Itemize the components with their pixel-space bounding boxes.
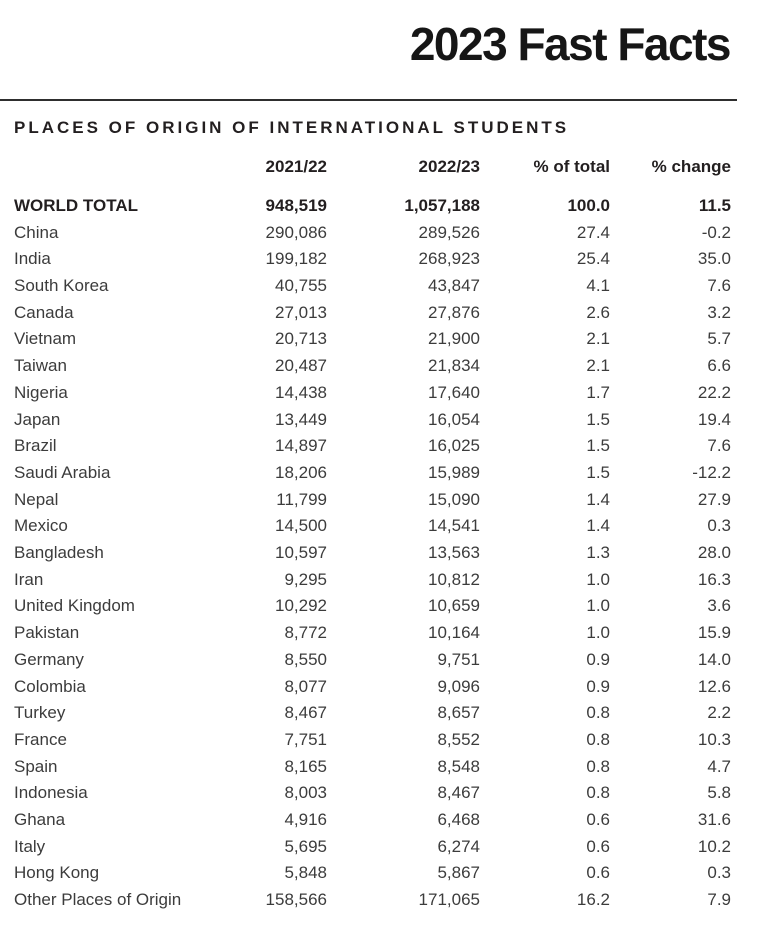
place-name: Pakistan xyxy=(14,623,80,643)
value-cell: 0.8 xyxy=(586,756,610,776)
value-cell: 2.6 xyxy=(586,302,610,322)
value-cell: 8,077 xyxy=(284,676,327,696)
value-cell: 1.5 xyxy=(586,409,610,429)
value-cell: 5.8 xyxy=(707,783,731,803)
place-name: Bangladesh xyxy=(14,543,104,563)
value-cell: 1.4 xyxy=(586,489,610,509)
place-name: Nepal xyxy=(14,489,59,509)
value-cell: 0.8 xyxy=(586,729,610,749)
place-name: China xyxy=(14,222,59,242)
place-name: Italy xyxy=(14,836,46,856)
value-cell: 8,467 xyxy=(437,783,480,803)
value-cell: 8,548 xyxy=(437,756,480,776)
table-row xyxy=(14,220,731,247)
value-cell: 5,695 xyxy=(284,836,327,856)
value-cell: 12.6 xyxy=(697,676,731,696)
place-name: Other Places of Origin xyxy=(14,890,182,910)
value-cell: 31.6 xyxy=(697,810,731,830)
value-cell: 7,751 xyxy=(284,729,327,749)
table-row xyxy=(14,647,731,674)
value-cell: -0.2 xyxy=(701,222,731,242)
column-header-pct-change: % change xyxy=(651,156,731,176)
value-cell: 10,292 xyxy=(275,596,327,616)
place-name: Ghana xyxy=(14,810,66,830)
value-cell: 27.9 xyxy=(697,489,731,509)
value-cell: 0.8 xyxy=(586,783,610,803)
table-row xyxy=(14,353,731,380)
value-cell: 0.6 xyxy=(586,863,610,883)
table-row xyxy=(14,567,731,594)
value-cell: 3.6 xyxy=(707,596,731,616)
value-cell: 14,500 xyxy=(275,516,327,536)
place-name: South Korea xyxy=(14,276,109,295)
value-cell: 15,989 xyxy=(428,462,480,482)
table-row xyxy=(14,807,731,834)
value-cell: 8,165 xyxy=(284,756,327,776)
value-cell: 3.2 xyxy=(707,302,731,322)
value-cell: 17,640 xyxy=(428,382,480,402)
value-cell: 10,164 xyxy=(428,623,480,643)
value-cell: 290,086 xyxy=(265,222,327,242)
column-header-place xyxy=(14,157,207,193)
value-cell: 9,295 xyxy=(284,569,327,589)
value-cell: 5.7 xyxy=(707,329,731,349)
place-name: Japan xyxy=(14,409,61,429)
value-cell: 4,916 xyxy=(284,810,327,830)
value-cell: 16.3 xyxy=(697,569,731,589)
table-header xyxy=(14,157,731,193)
table-row xyxy=(14,380,731,407)
value-cell: 1.5 xyxy=(586,462,610,482)
value-cell: 21,834 xyxy=(428,356,480,376)
value-cell: 2.2 xyxy=(707,703,731,723)
value-cell: 2.1 xyxy=(586,329,610,349)
value-cell: 20,487 xyxy=(275,356,327,376)
value-cell: 4.7 xyxy=(707,756,731,776)
place-name: Hong Kong xyxy=(14,863,100,883)
place-name: United Kingdom xyxy=(14,596,135,616)
value-cell: 8,550 xyxy=(284,649,327,669)
table-row xyxy=(14,620,731,647)
value-cell: 35.0 xyxy=(697,249,731,269)
value-cell: 16.2 xyxy=(576,890,610,910)
column-header-pct-of-total: % of total xyxy=(533,156,610,176)
value-cell: 11,799 xyxy=(276,489,327,509)
place-name: Canada xyxy=(14,302,74,322)
value-cell: 8,657 xyxy=(437,703,480,723)
value-cell: 14,541 xyxy=(428,516,480,536)
place-name: Turkey xyxy=(14,703,66,723)
table-body xyxy=(14,193,731,914)
table-row xyxy=(14,246,731,273)
value-cell: 1.4 xyxy=(586,516,610,536)
value-cell: 16,025 xyxy=(428,436,480,456)
value-cell: 10,812 xyxy=(428,569,480,589)
value-cell: 1.0 xyxy=(586,569,610,589)
place-name: Germany xyxy=(14,649,84,669)
value-cell: 13,449 xyxy=(275,409,327,429)
value-cell: 27.4 xyxy=(576,222,610,242)
value-cell: 0.3 xyxy=(707,863,731,883)
table-row xyxy=(14,727,731,754)
world-total-row xyxy=(14,193,731,220)
value-cell: 14,438 xyxy=(275,382,327,402)
table-row xyxy=(14,273,731,300)
value-cell: 9,096 xyxy=(437,676,480,696)
value-cell: 7.9 xyxy=(707,890,731,910)
value-cell: 10.2 xyxy=(697,836,731,856)
place-name: Iran xyxy=(14,569,44,589)
table-row xyxy=(14,513,731,540)
value-cell: 158,566 xyxy=(265,890,327,910)
table-row xyxy=(14,326,731,353)
value-cell: 5,848 xyxy=(284,863,327,883)
value-cell: 10.3 xyxy=(697,729,731,749)
table-row xyxy=(14,834,731,861)
table-row xyxy=(14,300,731,327)
value-cell: 289,526 xyxy=(418,222,480,242)
value-cell: 199,182 xyxy=(265,249,327,269)
value-cell: 11.5 xyxy=(698,195,731,215)
value-cell: 27,013 xyxy=(275,302,327,322)
place-name: WORLD TOTAL xyxy=(14,195,139,215)
table-row xyxy=(14,407,731,434)
place-name: France xyxy=(14,729,67,749)
place-name: Colombia xyxy=(14,676,86,696)
value-cell: 948,519 xyxy=(265,195,327,215)
table-row xyxy=(14,460,731,487)
table-row xyxy=(14,700,731,727)
value-cell: 0.6 xyxy=(586,836,610,856)
value-cell: 10,597 xyxy=(275,543,327,563)
value-cell: 15.9 xyxy=(697,623,731,643)
value-cell: 22.2 xyxy=(697,382,731,402)
value-cell: 8,552 xyxy=(437,729,480,749)
table-header-row xyxy=(14,157,731,193)
place-name: Saudi Arabia xyxy=(14,462,111,482)
value-cell: 10,659 xyxy=(428,596,480,616)
place-name: India xyxy=(14,249,51,269)
column-header-2021-22: 2021/22 xyxy=(265,156,327,176)
value-cell: 1.3 xyxy=(586,543,610,563)
place-name: Taiwan xyxy=(14,356,67,376)
value-cell: 0.3 xyxy=(707,516,731,536)
value-cell: 28.0 xyxy=(697,543,731,563)
value-cell: 0.6 xyxy=(586,810,610,830)
value-cell: 7.6 xyxy=(707,436,731,456)
value-cell: 8,772 xyxy=(284,623,327,643)
table-row xyxy=(14,860,731,887)
value-cell: 18,206 xyxy=(275,462,327,482)
value-cell: 43,847 xyxy=(428,276,480,295)
value-cell: 20,713 xyxy=(275,329,327,349)
value-cell: 21,900 xyxy=(428,329,480,349)
value-cell: 1.5 xyxy=(586,436,610,456)
value-cell: 268,923 xyxy=(418,249,480,269)
value-cell: 6,468 xyxy=(437,810,480,830)
value-cell: -12.2 xyxy=(692,462,731,482)
table-row xyxy=(14,487,731,514)
value-cell: 5,867 xyxy=(437,863,480,883)
place-name: Nigeria xyxy=(14,382,68,402)
table-row xyxy=(14,593,731,620)
value-cell: 100.0 xyxy=(567,195,610,215)
table-row xyxy=(14,433,731,460)
value-cell: 1,057,188 xyxy=(404,195,480,215)
value-cell: 6.6 xyxy=(707,356,731,376)
value-cell: 16,054 xyxy=(428,409,480,429)
value-cell: 0.9 xyxy=(586,649,610,669)
table-row xyxy=(14,780,731,807)
value-cell: 40,755 xyxy=(275,276,327,295)
place-name: Spain xyxy=(14,756,58,776)
value-cell: 8,467 xyxy=(284,703,327,723)
value-cell: 1.0 xyxy=(586,596,610,616)
table-row xyxy=(14,754,731,781)
section-heading: PLACES OF ORIGIN OF INTERNATIONAL STUDENTS xyxy=(14,117,570,137)
value-cell: 0.9 xyxy=(586,676,610,696)
table-row xyxy=(14,674,731,701)
value-cell: 13,563 xyxy=(428,543,480,563)
value-cell: 27,876 xyxy=(428,302,480,322)
value-cell: 14.0 xyxy=(697,649,731,669)
table-row xyxy=(14,887,731,914)
value-cell: 1.7 xyxy=(586,382,610,402)
places-of-origin-table xyxy=(14,157,731,914)
value-cell: 15,090 xyxy=(428,489,480,509)
column-header-2022-23: 2022/23 xyxy=(418,156,480,176)
page-title: 2023 Fast Facts xyxy=(409,18,730,70)
place-name: Brazil xyxy=(14,436,57,456)
place-name: Mexico xyxy=(14,516,68,536)
value-cell: 4.1 xyxy=(586,276,610,295)
place-name: Vietnam xyxy=(14,329,77,349)
value-cell: 7.6 xyxy=(707,276,731,295)
place-name: Indonesia xyxy=(14,783,88,803)
value-cell: 0.8 xyxy=(586,703,610,723)
value-cell: 2.1 xyxy=(586,356,610,376)
table-row xyxy=(14,540,731,567)
value-cell: 19.4 xyxy=(697,409,731,429)
header-divider xyxy=(0,99,737,101)
value-cell: 8,003 xyxy=(284,783,327,803)
value-cell: 25.4 xyxy=(576,249,610,269)
value-cell: 14,897 xyxy=(275,436,327,456)
value-cell: 9,751 xyxy=(437,649,480,669)
value-cell: 6,274 xyxy=(437,836,480,856)
value-cell: 171,065 xyxy=(418,890,480,910)
value-cell: 1.0 xyxy=(586,623,610,643)
